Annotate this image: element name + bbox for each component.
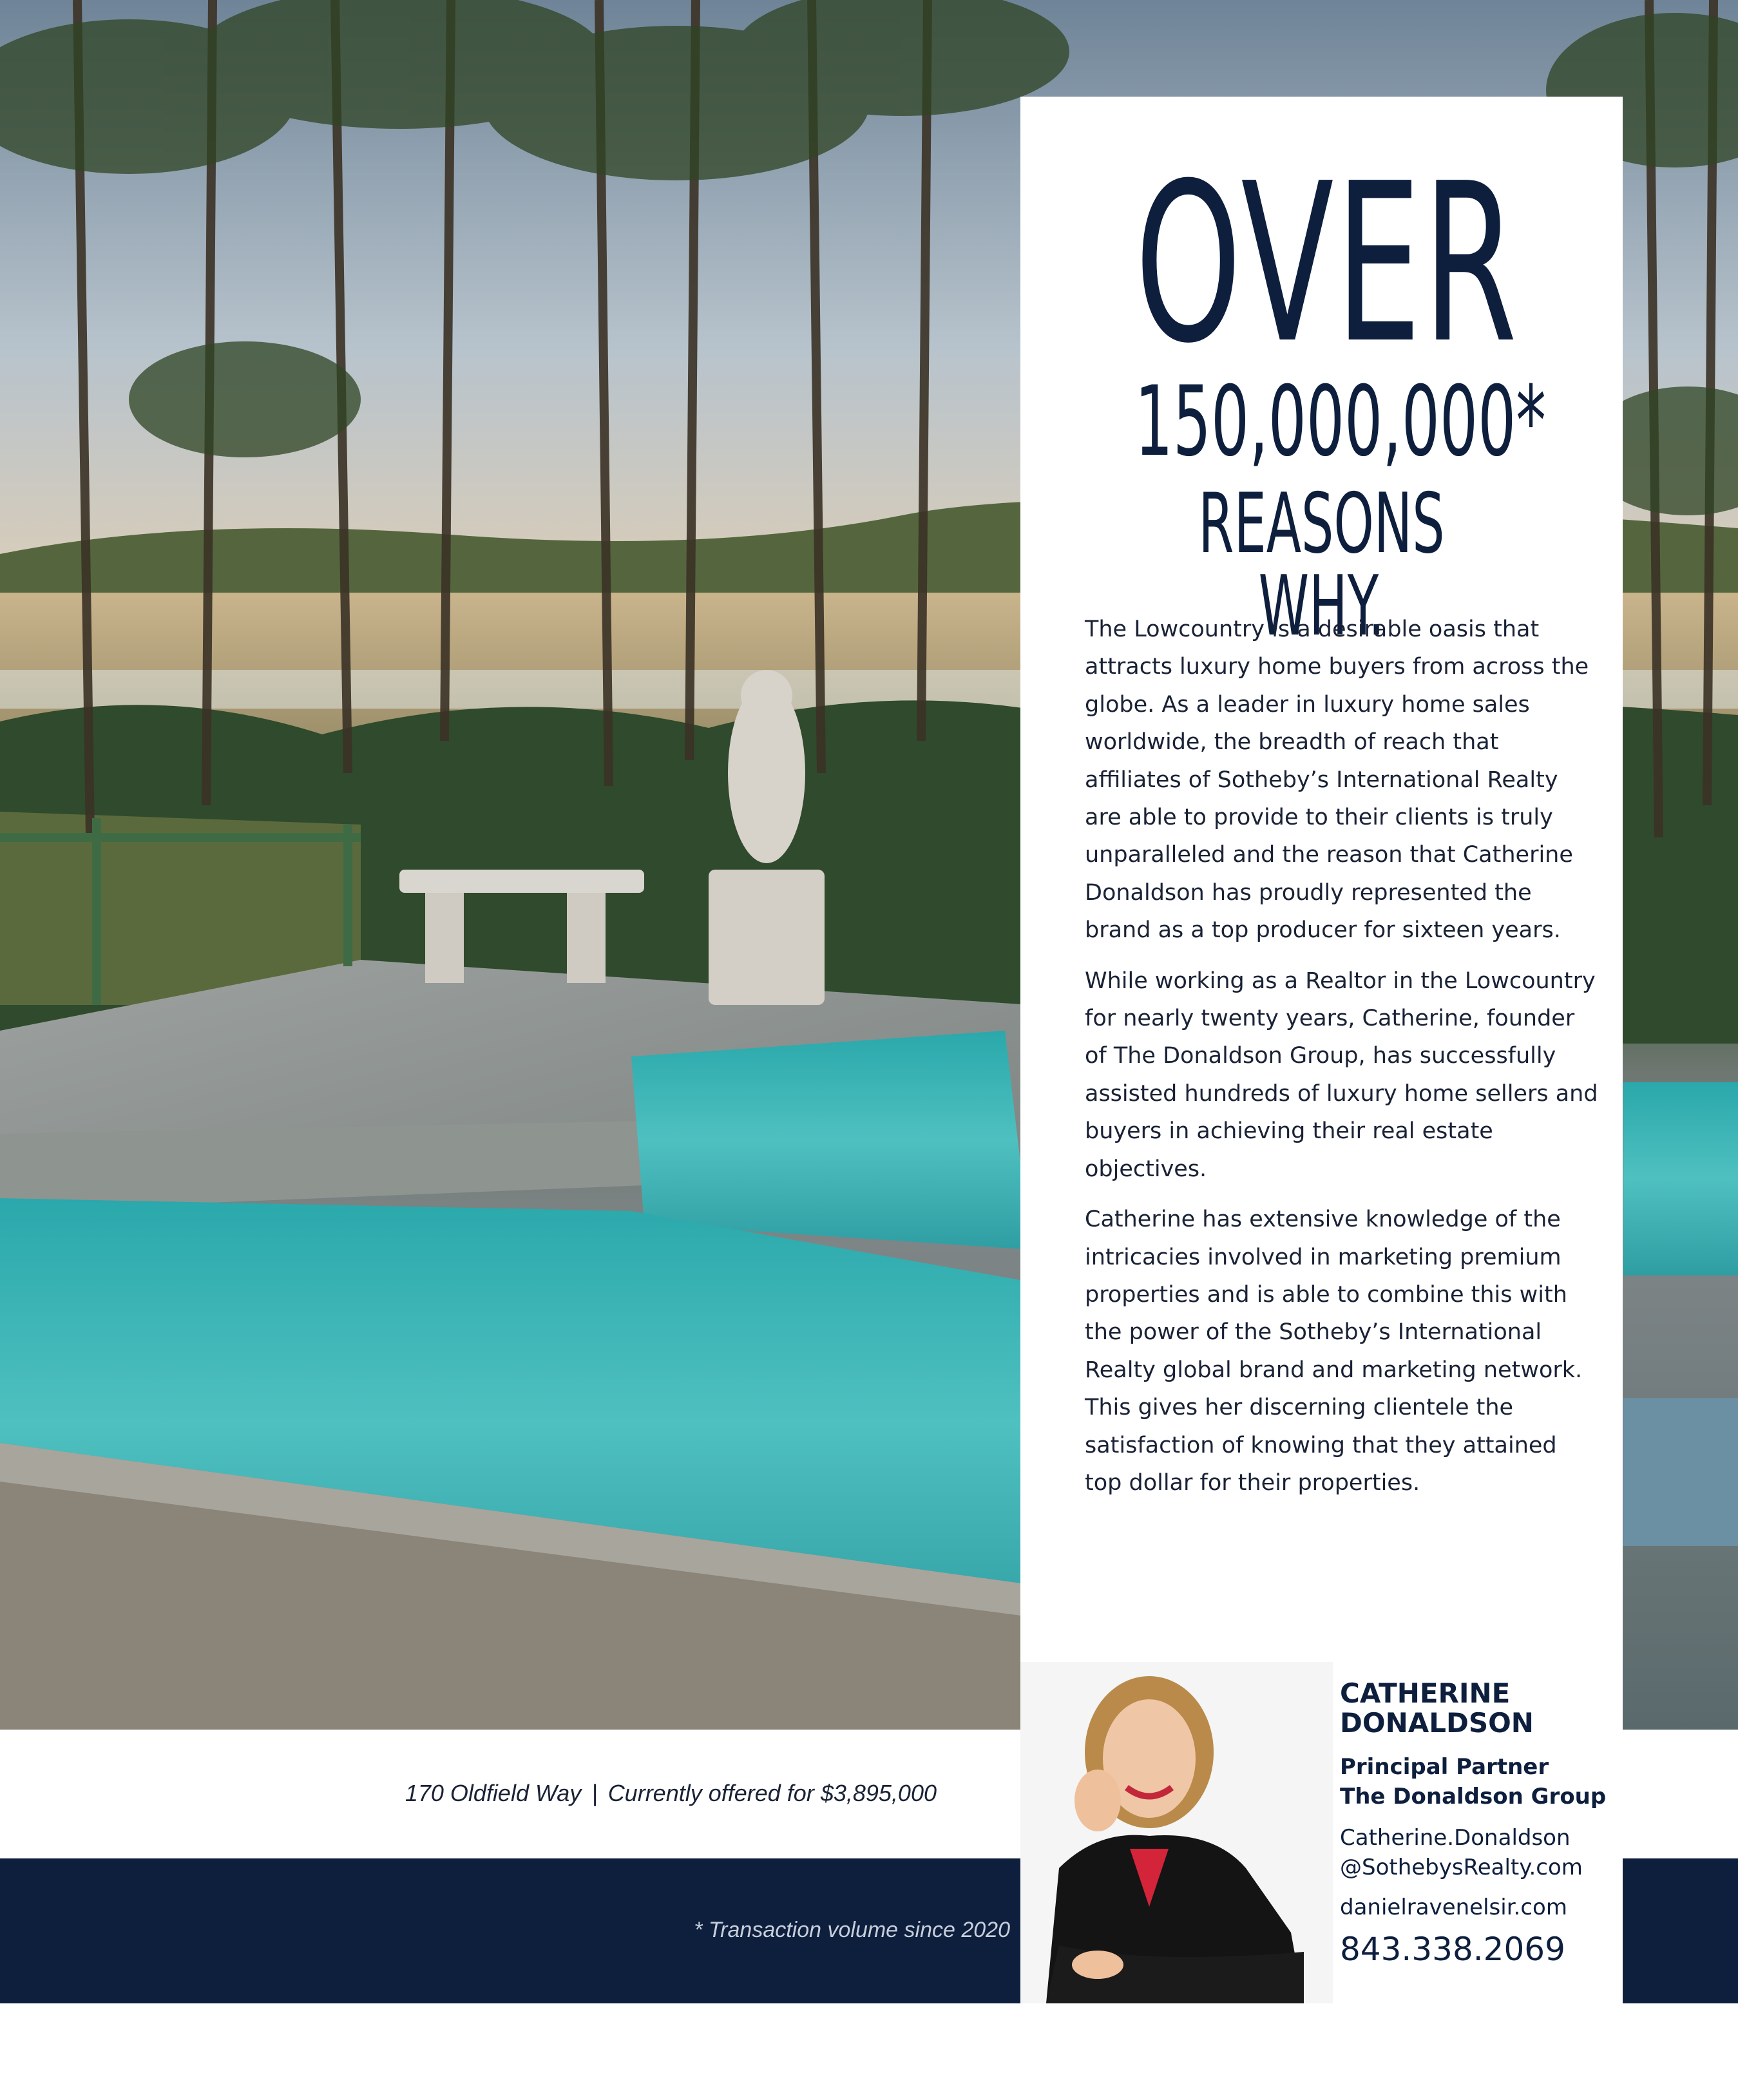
agent-photo-illustration [1020, 1662, 1333, 2003]
agent-email[interactable] [1340, 1823, 1617, 1882]
headline-reasons: REASONS WHY. [1198, 476, 1445, 654]
agent-website[interactable]: danielravenelsir.com [1340, 1895, 1567, 1920]
caption-separator: | [591, 1780, 598, 1806]
headline-over: OVER [1134, 137, 1519, 392]
footnote: * Transaction volume since 2020 [694, 1918, 1010, 1942]
agent-title-line1: Principal Partner [1340, 1754, 1549, 1780]
agent-email-line1: Catherine.Donaldson [1340, 1825, 1571, 1851]
property-offer: Currently offered for $3,895,000 [607, 1780, 937, 1806]
property-caption [405, 1780, 937, 1807]
paragraph-3: Catherine has extensive knowledge of the intricacies involved in marketing premium properties and is able to combine this with the power of the Sotheby’s International Realty global brand and marketing network. This gives her discerning clientele the satisfaction of knowing that they attained top dollar for their properties. [1085, 1207, 1583, 1496]
paragraph-2: While working as a Realtor in the Lowcountry for nearly twenty years, Catherine, founder of The Donaldson Group, has successfully assisted hundreds of luxury home sellers and buyers in achieving their real estate objectives. [1085, 968, 1598, 1182]
agent-name-last: DONALDSON [1340, 1707, 1534, 1739]
agent-name-first: CATHERINE [1340, 1677, 1511, 1709]
caption-strip [0, 1730, 1020, 1858]
body-copy [1085, 611, 1600, 1514]
agent-email-line2: @SothebysRealty.com [1340, 1855, 1583, 1880]
agent-portrait [1020, 1662, 1333, 2003]
paragraph-1: The Lowcountry is a desirable oasis that attracts luxury home buyers from across the globe. As a leader in luxury home sales worldwide, the breadth of reach that affiliates of Sotheby’s International Realty are able to provide to their clients is truly unparalleled and the reason that Catherine Donaldson has proudly represented the brand as a top producer for sixteen years. [1085, 616, 1589, 944]
agent-title [1340, 1752, 1617, 1811]
agent-phone[interactable]: 843.338.2069 [1340, 1931, 1565, 1968]
property-address: 170 Oldfield Way [405, 1780, 582, 1806]
headline-number: 150,000,000* [1134, 366, 1546, 478]
agent-contact [1340, 1679, 1617, 1969]
agent-title-line2: The Donaldson Group [1340, 1784, 1607, 1809]
content-panel [1020, 97, 1623, 2003]
